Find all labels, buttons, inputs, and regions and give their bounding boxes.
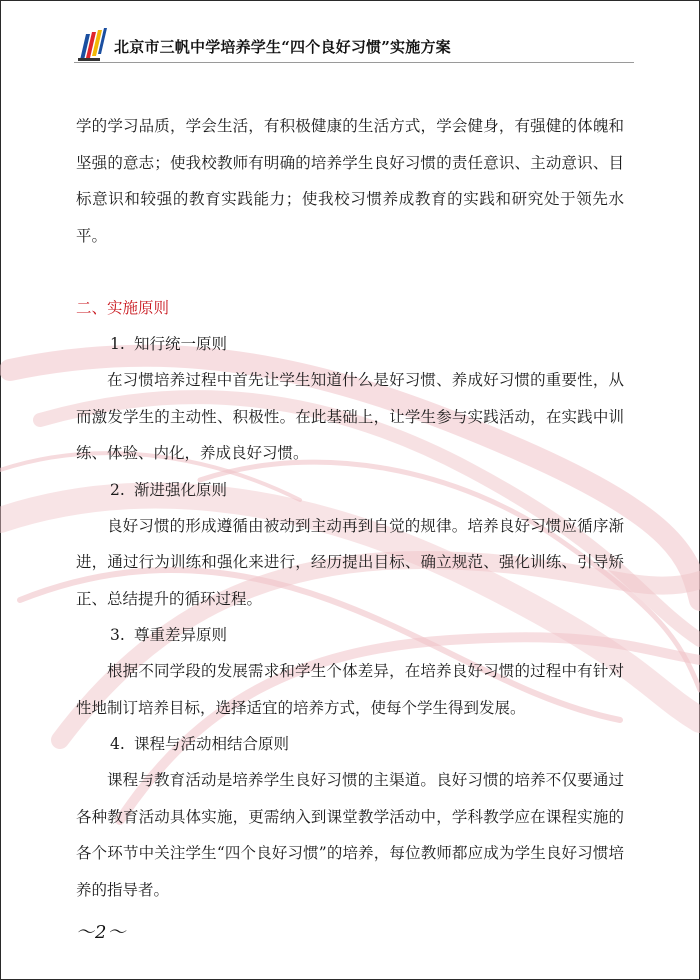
principle-2-body: 良好习惯的形成遵循由被动到主动再到自觉的规律。培养良好习惯应循序渐进，通过行为训练和强化来进行，经历提出目标、确立规范、强化训练、引导矫正、总结提升的循环过程。 (76, 516, 624, 608)
header-divider (74, 62, 634, 63)
principle-title: 知行统一原则 (134, 335, 228, 353)
school-logo-icon (74, 24, 114, 64)
section-heading: 二、实施原则 (76, 299, 170, 317)
principle-4-body: 课程与教育活动是培养学生良好习惯的主渠道。良好习惯的培养不仅要通过各种教育活动具体实施，更需纳入到课堂教学活动中，学科教学应在课程实施的各个环节中关注学生“四个良好习惯”的培养，每位教师都应成为学生良好习惯培养的指导者。 (76, 771, 624, 899)
principle-3-heading (76, 617, 624, 653)
principle-4-heading (76, 726, 624, 762)
principle-title: 课程与活动相结合原则 (134, 735, 290, 753)
principle-number: 3. (110, 626, 125, 644)
header-title: 北京市三帆中学培养学生“四个良好习惯”实施方案 (114, 38, 451, 56)
document-body (76, 108, 624, 908)
principle-1-body: 在习惯培养过程中首先让学生知道什么是好习惯、养成好习惯的重要性，从而激发学生的主动性、积极性。在此基础上，让学生参与实践活动，在实践中训练、体验、内化，养成良好习惯。 (76, 371, 624, 462)
principle-number: 2. (110, 480, 125, 499)
spacer (76, 254, 624, 290)
principle-number: 1. (110, 335, 125, 353)
principle-1-heading (76, 326, 624, 362)
principle-3-body: 根据不同学段的发展需求和学生个体差异，在培养良好习惯的过程中有针对性地制订培养目标，选择适宜的培养方式，使每个学生得到发展。 (76, 662, 624, 717)
page-number: ～2～ (76, 922, 127, 943)
principle-number: 4. (110, 735, 125, 753)
principle-2-heading (76, 472, 624, 508)
intro-paragraph: 学的学习品质，学会生活，有积极健康的生活方式，学会健身，有强健的体魄和坚强的意志；使我校教师有明确的培养学生良好习惯的责任意识、主动意识、目标意识和较强的教育实践能力；使我校习惯养成教育的实践和研究处于领先水平。 (76, 117, 624, 245)
document-header (74, 24, 634, 64)
principle-title: 尊重差异原则 (134, 626, 228, 644)
principle-title: 渐进强化原则 (134, 480, 228, 499)
